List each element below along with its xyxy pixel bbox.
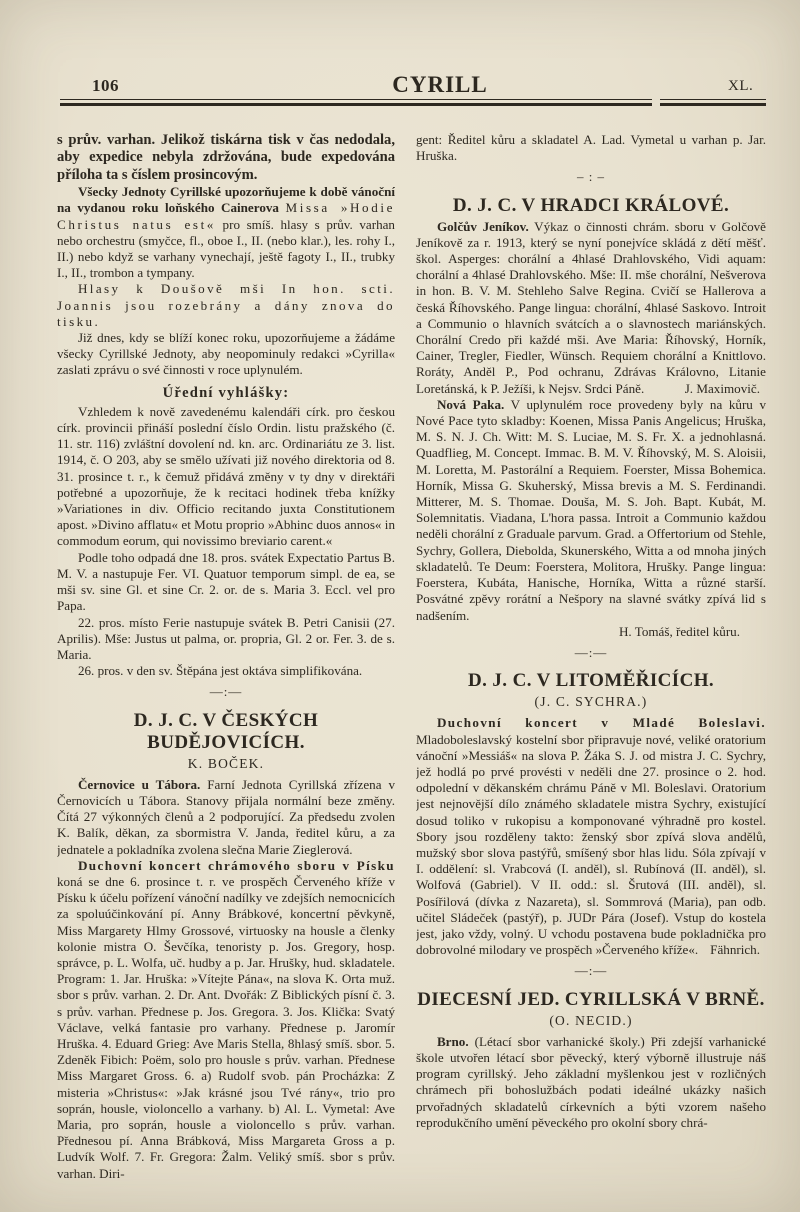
section-subheading-bocek: K. BOČEK. (187, 755, 265, 771)
paragraph-lead: Nová Paka. (436, 396, 505, 412)
paragraph-text: (Létací sbor varhanické školy.) Při zdejší varhanické škole utvořen létací sbor pěvecký, který výborně illustruje náš program cyrillský. Jeho základní myšlenkou jest v rozličných chrámech při bohoslužbách podati ideálné ukázky našich prvořadných skladatelů církevních a býti vzorem našeho reprodukčního umění pěveckého pro okolní sbory chrá- (416, 1033, 766, 1130)
paragraph-christmas-notice (57, 184, 395, 281)
paragraph-hlasy: Hlasy k Doušově mši In hon. scti. Joannis jsou rozebrány a dány znova do tisku. (57, 281, 395, 329)
signature-tomas: H. Tomáš, ředitel kůru. (618, 623, 740, 639)
paragraph-brno (416, 1034, 766, 1131)
section-heading-litomerice: D. J. C. V LITOMĚŘICÍCH. (467, 670, 715, 692)
section-heading-brno: DIECESNÍ JED. CYRILLSKÁ V BRNĚ. (417, 988, 765, 1010)
right-column (416, 132, 766, 1192)
paragraph-lead: Duchovní koncert chrámového sboru v Písku (77, 857, 395, 873)
paragraph-text: V uplynulém roce provedeny byly na kůru v Nové Pace tyto skladby: Koenen, Missa Panis Angelicus; Hruška, M. S. N. J. Ch. Witt: M. S. Luciae, M. S. Fr. X. a jednohlasná. Quadflieg, M. Concept. Immac. B. M. V. Říhovský, M. S. Aloisii, M. Loretta, M. Pastorální a Requiem. Foerster, Missa Bohemica. Horník, Missa G. Skuherský, Missa brevis a M. S. Ferdinandi. Mitterer, M. S. Thomae. Douša, M. S. Joh. Bapt. Kubát, M. Solemnitatis. Viadana, L'hora passa. Introit a Communio každou neděli chorální z Graduale parvum. Grad. a Offertorium od Stehle, Sychry, Gollera, Diebolda, Skunerského, Witta a od mnoha jiných skladatelů. Te Deum: Foerstera, Molitora, Hrušky. Pange lingua: Foerstera, Kubáta, Hanische, Horníka, Witta a různé starší. Posvátné zpěvy rorátní a Nešpory na slavné svátky zpívá lid s nadšením. (416, 396, 766, 623)
continuation-notice: s prův. varhan. Jelikož tiskárna tisk v čas nedodala, aby expedice nebyla zdržována, bude expedována příloha ta s číslem prosincovým. (57, 132, 395, 183)
paragraph-pisek-concert (57, 858, 395, 1182)
paragraph-report-request: Již dnes, kdy se blíží konec roku, upozorňujeme a žádáme všecky Cyrillské Jednoty, aby neopominuly redakci »Cyrilla« zaslati zprávu o své činnosti v roce uplynulém. (57, 330, 395, 378)
paragraph-nova-paka (416, 397, 766, 624)
paragraph-dec18: Podle toho odpadá dne 18. pros. svátek Expectatio Partus B. M. V. a nastupuje Fer. VI. Quatuor temporum simpl. de ea, se mši sv. sine Gl. et sine Cr. 2. or. de s. Maria 3. Eccl. vel pro Papa. (57, 549, 395, 614)
journal-title: CYRILL (392, 72, 488, 97)
paragraph-golcuv-jenikov (416, 219, 766, 397)
paragraph-cernovice (57, 777, 395, 858)
paragraph-mlada-boleslav (416, 715, 766, 958)
paragraph-lead: Všecky Jednoty Cyrillské upozorňujeme k době vánoční na vydanou roku loňského Cainerova (57, 184, 395, 216)
section-heading-hradec: D. J. C. V HRADCI KRÁLOVÉ. (452, 194, 730, 216)
paragraph-text: Farní Jednota Cyrillská zřízena v Černovicích u Tábora. Stanovy přijala normální beze změny. Čítá 27 výkonných členů a 2 podporující. Za předsedu zvolen K. Balík, děkan, za sbormistra V. Janda, ředitel kůru, a za jednatele a pokladníka zvolena slečna Marie Zieglerová. (57, 776, 395, 857)
left-column (57, 132, 395, 1192)
section-separator: —:— (574, 644, 608, 660)
section-separator: —:— (574, 963, 608, 979)
paragraph-dec22: 22. pros. místo Ferie nastupuje svátek B. Petri Canisii (27. Aprilis). Mše: Justus ut palma, or. propria, Gl. 2 or. Fer. 3. de s. Maria. (57, 614, 395, 662)
paragraph-lead: Golčův Jeníkov. (436, 218, 529, 234)
paragraph-dec26: 26. pros. v den sv. Štěpána jest oktáva simplifikována. (77, 663, 363, 679)
volume-number: XL. (728, 78, 754, 94)
paragraph-lead: Černovice u Tábora. (77, 776, 201, 792)
signature-maximovic: J. Maximovič. (684, 380, 760, 396)
paragraph-calendar: Vzhledem k nově zavedenému kalendáři círk. pro českou círk. provincii přináší poslední číslo Ordin. listu pražského (č. 11. str. 116) zvláštní dovolení nd. kn. arc. Ordinariátu ze 3. list. 1914, č. O 203, aby se smělo užívati již nového direktoria od 8. 31. prosince t. r., k čemuž přidává změny v ty dny v direktáři potřebné a upozorňuje, že k recitaci hodinek třeba knížky »Variationes in div. Officio recitando juxta Constitutionem apost. »Divino afflatu« et Motu proprio »Abhinc duos annos« in commodum eorum, qui novissimo breviario carent.« (57, 403, 395, 549)
section-separator: – : – (576, 169, 606, 185)
signature-fahnrich: Fähnrich. (710, 942, 760, 958)
section-heading-official-notices: Úřední vyhlášky: (162, 384, 290, 401)
paragraph-continuation: gent: Ředitel kůru a skladatel A. Lad. Vymetal u varhan p. Jar. Hruška. (416, 132, 766, 164)
paragraph-text: koná se dne 6. prosince t. r. ve prospěch Červeného kříže v Písku k účelu pořízení vánoční nadílky ve zdejších nemocnicích za spoluúčinkování pí. Anny Brábkové, koncertní pěvkyně, Miss Margarety Hlmy Grossové, virtuosky na housle a členky kolonie mistra O. Ševčíka, tenoristy p. Jos. Gregory, hosp. správce, p. L. Wolfa, uč. hudby a p. Jar. Hrušky, hud. skladatele. Program: 1. Jar. Hruška: »Vítejte Pána«, na slova K. Orta muž. sbor s prův. varhan. 2. Dr. Ant. Dvořák: Z Biblických písní č. 3. s prův. varhan. Přednese p. Jos. Gregora. 3. Jos. Klička: Svatý Václave, velká fantasie pro varhany. Přednese p. Jaromír Hruška. 4. Eduard Grieg: Ave Maris Stella, 8hlasý smíš. sbor. 5. Zdeněk Fibich: Poëm, solo pro housle s prův. varhan. Přednese Miss Margaret Gross. 6. a) Rudolf svob. pán Procházka: Z misteria »Christus«: »Jak krásné jsou Tvé rány«, trio pro soprán, housle, violoncello a varhany. b) Al. L. Vymetal: Ave Maria, pro soprán, housle a violoncello s prův. varhan. Přednesou pí. Anna Brábková, Miss Margareta Gross a p. Ludvík Wolf. 7. Fr. Gregora: Žalm. Veliký smíš. sbor s prův. varhan. Diri- (57, 873, 395, 1181)
header-rule-main (60, 99, 652, 106)
section-separator: —:— (209, 684, 243, 700)
header-rule-right (660, 99, 766, 106)
section-heading-budejovice: D. J. C. V ČESKÝCH BUDĚJOVICÍCH. (133, 709, 319, 753)
section-subheading-sychra: (J. C. SYCHRA.) (534, 694, 648, 710)
spaced-phrase: Missa »Hodie Christus natus est« (57, 200, 395, 232)
page-number: 106 (92, 76, 119, 95)
paragraph-text: Výkaz o činnosti chrám. sboru v Golčově Jeníkově za r. 1913, který se nyní ponejvíce skládá z dětí měšť. škol. Asperges: chorální a 4hlasé Drahlovského, Vidi aquam: chorální a 4hlasé Drahlovského. Mše: II. mše chorální, Nešverova in hon. B. V. M. Stehleho Salve Regina. Cvičí se Hallerova a česká Říhovského. Pange lingua: chorální, 4hlasé Saskovo. Introit a Communio o hlavních svátcích a o slavnostech mariánských. Chorální Credo při každé mši. Ave Maria: Říhovský, Horník, Cainer, Tregler, Fiedler, Wünsch. Requiem chorální a Knittlovo. Roráty, Anděl P., Pod ochranu, Zdrávas Královno, Litanie Loretánská, k P. Ježíši, k Nejsv. Srdci Páně. (416, 218, 766, 396)
paragraph-text: pro smíš. hlasy s prův. varhan nebo orchestru (smyčce, fl., oboe I., II. (nebo klar.), les. rohy I., II.) nebo když se varhany vynechají, ještě fagoty I., II., trubky I., II., trombon a tympany. (57, 216, 395, 281)
paragraph-text: Mladoboleslavský kostelní sbor připravuje nové, veliké oratorium vánoční »Messiáš« na slova P. Žáka S. J. od mistra J. C. Sychry, jež hodlá po prvé provésti v neděli dne 27. prosince o 2. hod. odpolední v děkanském chrámu Páně v Ml. Boleslavi. Oratorium jest nejnovější dílo známého skladatele mistra Sychry, existující dosud toliko v rukopisu a komponované výhradně pro kostel. Sbory jsou rozděleny takto: ženský sbor zpívá slova andělů, mužský sbor slova pastýřů, smíšený sbor hlas lidu. Sóla zpívají v I. oddělení: sl. Vrabcová (I. anděl), sl. Rubínová (II. anděl), sl. Wolfová (Gabriel). V II. odd.: sl. Šrutová (III. anděl), sl. Posířilová (dívka z Nazareta), sl. Sommrová (Maria), pan odb. učitel Sládeček (pastýř), p. JUDr Pára (Josef). Vstup do kostela jest, jako vždy, volný. U vchodu postavena bude pokladnička pro dobrovolné milodary ve prospěch »Červeného kříže«. (416, 731, 766, 958)
paragraph-lead: Brno. (436, 1033, 469, 1049)
paragraph-lead: Duchovní koncert v Mladé Boleslavi. (436, 715, 766, 731)
section-subheading-necid: (O. NECID.) (549, 1012, 633, 1028)
